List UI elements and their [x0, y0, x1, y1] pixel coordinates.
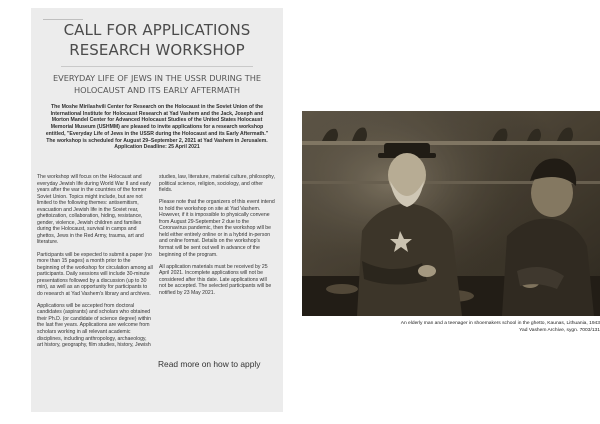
- flyer-subtitle-line1: EVERYDAY LIFE OF JEWS IN THE USSR DURING THE: [52, 73, 262, 83]
- flyer-intro-paragraph: The Moshe Mirilashvili Center for Research on the Holocaust in the Soviet Union of the International Institute for Holocaust Research at Yad Vashem and the Jack, Joseph and Morton Mandel Center for Advanced Holocaust Studies of the United States Holocaust Memorial Museum (USHMM) are pleased to invite applications for a research workshop entitled, "Everyday Life of Jews in the USSR during the Holocaust and its Early Aftermath." The workshop is scheduled for August 29–September 2, 2021 at Yad Vashem in Jerusalem. Application Deadline: 25 April 2021: [45, 104, 269, 151]
- historical-photo: [302, 111, 600, 316]
- left-paragraph-1: The workshop will focus on the Holocaust and everyday Jewish life during World War II and early years after the war in the countries of the former Soviet Union. Topics might include, but are not limited to the following themes: antisemitism, evacuation and Jewish life in the Soviet rear, ghettoization, collaboration, hiding, resistance, gender, violence, Jewish children and families during the Holocaust, survival in camps and ghettos, Jews in the Red Army, trauma, art and literature.: [37, 174, 151, 246]
- title-divider: [61, 66, 253, 67]
- photo-caption: [302, 320, 600, 334]
- read-more-link[interactable]: Read more on how to apply: [158, 359, 261, 369]
- left-paragraph-2: Participants will be expected to submit a paper (no more than 15 pages) a month prior to the beginning of the workshop for circulation among all participants. Daily sessions will include 30-minute presentations followed by a discussion (up to 30 min), as well as an opportunity for participants to do research at Yad Vashem's library and archives.: [37, 251, 153, 297]
- photo-caption-line1: An elderly man and a teenager in shoemakers school in the ghetto, Kaunas, Lithuania, 1943: [400, 321, 600, 326]
- flyer-left-column: [37, 174, 153, 354]
- flyer-title-line2: RESEARCH WORKSHOP: [69, 41, 245, 59]
- right-paragraph-2: Please note that the organizers of this event intend to hold the workshop on site at Yad Vashem. However, if it is impossible to physically convene from August 29-September 2 due to the Coronavirus pandemic, then the workshop will be held either entirely online or in a hybrid in-person and online format. Details on the workshop's format will be sent out well in advance of the beginning of the program.: [159, 199, 275, 258]
- left-paragraph-3: Applications will be accepted from doctoral candidates (aspirants) and scholars who obtained their Ph.D. (or candidate of science degree) within the last five years. Applications are welcome from scholars working in all relevant academic disciplines, including anthropology, archaeology, art history, geography, film studies, history, Jewish: [37, 302, 152, 349]
- right-paragraph-3: All application materials must be received by 25 April 2021. Incomplete applications will not be considered after this date. Late applications will not be accepted. The selected participants will be notified by 23 May 2021.: [159, 263, 272, 296]
- photo-caption-line2: Yad Vashem Archive, sygn. 7003/131: [519, 328, 600, 333]
- right-paragraph-1: studies, law, literature, material culture, philosophy, political science, religion, sociology, and other fields.: [159, 174, 275, 194]
- workshop-flyer: [31, 8, 283, 412]
- flyer-subtitle-line2: HOLOCAUST AND ITS EARLY AFTERMATH: [73, 85, 241, 95]
- flyer-title-line1: CALL FOR APPLICATIONS: [63, 21, 251, 39]
- photo-illustration: [302, 111, 600, 316]
- flyer-right-column: [159, 174, 275, 302]
